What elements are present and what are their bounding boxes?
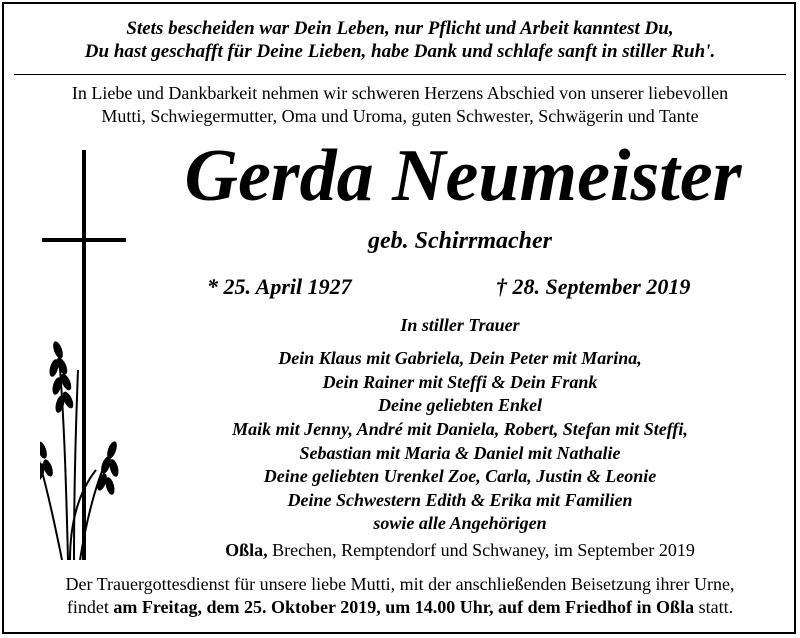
mourner-line: sowie alle Angehörigen	[373, 513, 547, 533]
mourner-line: Sebastian mit Maria & Daniel mit Nathalie	[299, 443, 621, 463]
mourning-heading: In stiller Trauer	[400, 315, 520, 335]
intro-line-1: In Liebe und Dankbarkeit nehmen wir schweren Herzens Abschied von unserer liebevollen	[71, 83, 729, 103]
wheat-icon	[40, 345, 112, 560]
service-line-1: Der Trauergottesdienst für unsere liebe Mutti, mit der anschließenden Beisetzung ihrer Urne,	[65, 574, 735, 594]
deceased-name: Gerda Neumeister	[184, 135, 742, 217]
divider	[14, 74, 786, 75]
mourner-line: Deine geliebten Enkel	[378, 395, 542, 415]
service-text-end: statt.	[694, 597, 734, 617]
service-text: findet	[66, 597, 114, 617]
cross-icon	[40, 150, 130, 560]
service-datetime: am Freitag, dem 25. Oktober 2019, um 14.00 Uhr, auf dem Friedhof in Oßla	[113, 597, 695, 617]
intro-line-2: Mutti, Schwiegermutter, Oma und Uroma, guten Schwester, Schwägerin und Tante	[101, 106, 699, 126]
place-bold: Oßla,	[225, 540, 268, 560]
mourner-line: Maik mit Jenny, André mit Daniela, Robert, Stefan mit Steffi,	[232, 419, 688, 439]
mourner-line: Deine geliebten Urenkel Zoe, Carla, Justin & Leonie	[263, 466, 657, 486]
motto-line-2: Du hast geschafft für Deine Lieben, habe Dank und schlafe sanft in stiller Ruh'.	[84, 41, 716, 62]
maiden-name: geb. Schirrmacher	[367, 228, 552, 254]
mourner-line: Deine Schwestern Edith & Erika mit Familien	[287, 490, 633, 510]
service-line-2	[0, 597, 800, 618]
mourner-line: Dein Rainer mit Steffi & Dein Frank	[322, 372, 598, 392]
birth-date: * 25. April 1927	[207, 274, 352, 299]
death-date: † 28. September 2019	[496, 274, 691, 299]
motto-line-1: Stets bescheiden war Dein Leben, nur Pflicht und Arbeit kanntest Du,	[126, 18, 674, 39]
mourner-line: Dein Klaus mit Gabriela, Dein Peter mit Marina,	[278, 348, 642, 368]
place-rest: Brechen, Remptendorf und Schwaney, im September 2019	[267, 540, 695, 560]
